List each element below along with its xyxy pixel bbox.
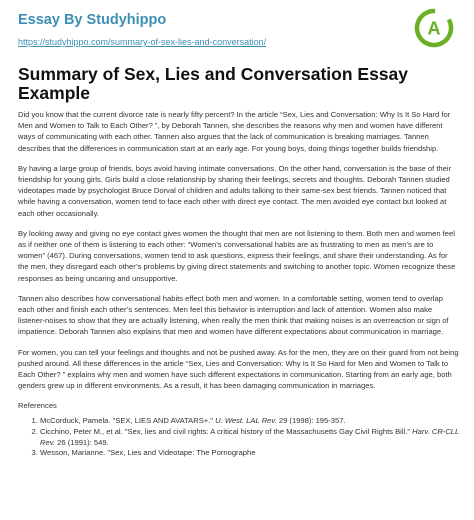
references-list xyxy=(18,416,460,458)
reference-item: 2. Cicchino, Peter M., et al. "Sex, lies and civil rights: A critical history of the Massachusetts Gay Civil Rights Bill." Harv. CR-CLL Rev. 26 (1991): 549. xyxy=(40,427,460,448)
reference-item: 1. McCorduck, Pamela. "SEX, LIES AND AVATARS+." U. West. LAL Rev. 29 (1998): 195-357. xyxy=(40,416,460,427)
paragraph: Did you know that the current divorce rate is nearly fifty percent? In the article “Sex, Lies and Conversation: Why Is It So Hard for Men and Women to Talk to Each Other? ”, by Deborah Tannen, she describes the reasons why men and women have different ways of communicating with each other. Tannen also argues that the lack of communication is breaking marriages. Tannen describes that the differences in communication start at an early age. For young boys, doing things together builds friendship. xyxy=(18,110,451,153)
references-heading: References xyxy=(18,401,57,411)
grade-a-icon xyxy=(414,8,454,48)
page-url-link[interactable]: https://studyhippo.com/summary-of-sex-lies-and-conversation/ xyxy=(18,37,267,47)
essay-title: Summary of Sex, Lies and Conversation Essay Example xyxy=(18,64,409,103)
reference-item: 3. Wesson, Marianne. "Sex, Lies and Videotape: The Pornographe xyxy=(40,448,460,459)
grade-letter: A xyxy=(427,18,441,39)
paragraph: Tannen also describes how conversational habits effect both men and women. In a comfortable setting, women tend to overlap each other and finish each other’s sentences. Men feel this behavior is interruption and lack of attention. Women also make listener-noises to show that they are actually listening, when really the men think that making noises is an overreaction or sign of impatience. Deborah Tannen also explains that men and women have different expectations about communication in marriage. xyxy=(18,293,449,337)
paragraph: By looking away and giving no eye contact gives women the thought that men are not listening to them. Both men and women feel as if neither one of them is listening to each other: “Women’s conversational habits are as frustrating to men as men’s are to women” (467). During conversations, women tend to ask questions, express their feelings, and share their understanding. As for the men, they disregard each other’s problems by giving direct statements and switching to another topic. Women recognize these responses as being uncaring and unsupportive. xyxy=(18,228,456,283)
page-header xyxy=(0,0,474,58)
paragraph: By having a large group of friends, boys avoid having intimate conversations. On the other hand, conversation is the base of their friendship for young girls. Girls build a close relationship by sharing their feelings, secrets and thoughts. Deborah Tannen studied videotapes made by psychologist Bruce Dorval of children and adults talking to their same-sex best friends. Tannen noticed that while having a conversation, women tend to face each other with direct eye contact. The men avoided eye contact but looked at each other occasionally. xyxy=(18,163,452,218)
paragraph: For women, you can tell your feelings and thoughts and not be pushed away. As for the men, they are on their guard from not being pushed around. All these differences in the article “Sex, Lies and Conversation: Why Is It So Hard for Men and Women to Talk to Each Other? ” explains why men and women have such different expectations in communication. Starting from an early age, both genders grew up in different environments. As a result, it has been damaging communication in marriages. xyxy=(18,347,459,391)
site-brand[interactable]: Essay By Studyhippo xyxy=(18,12,167,28)
essay-body xyxy=(18,65,460,459)
